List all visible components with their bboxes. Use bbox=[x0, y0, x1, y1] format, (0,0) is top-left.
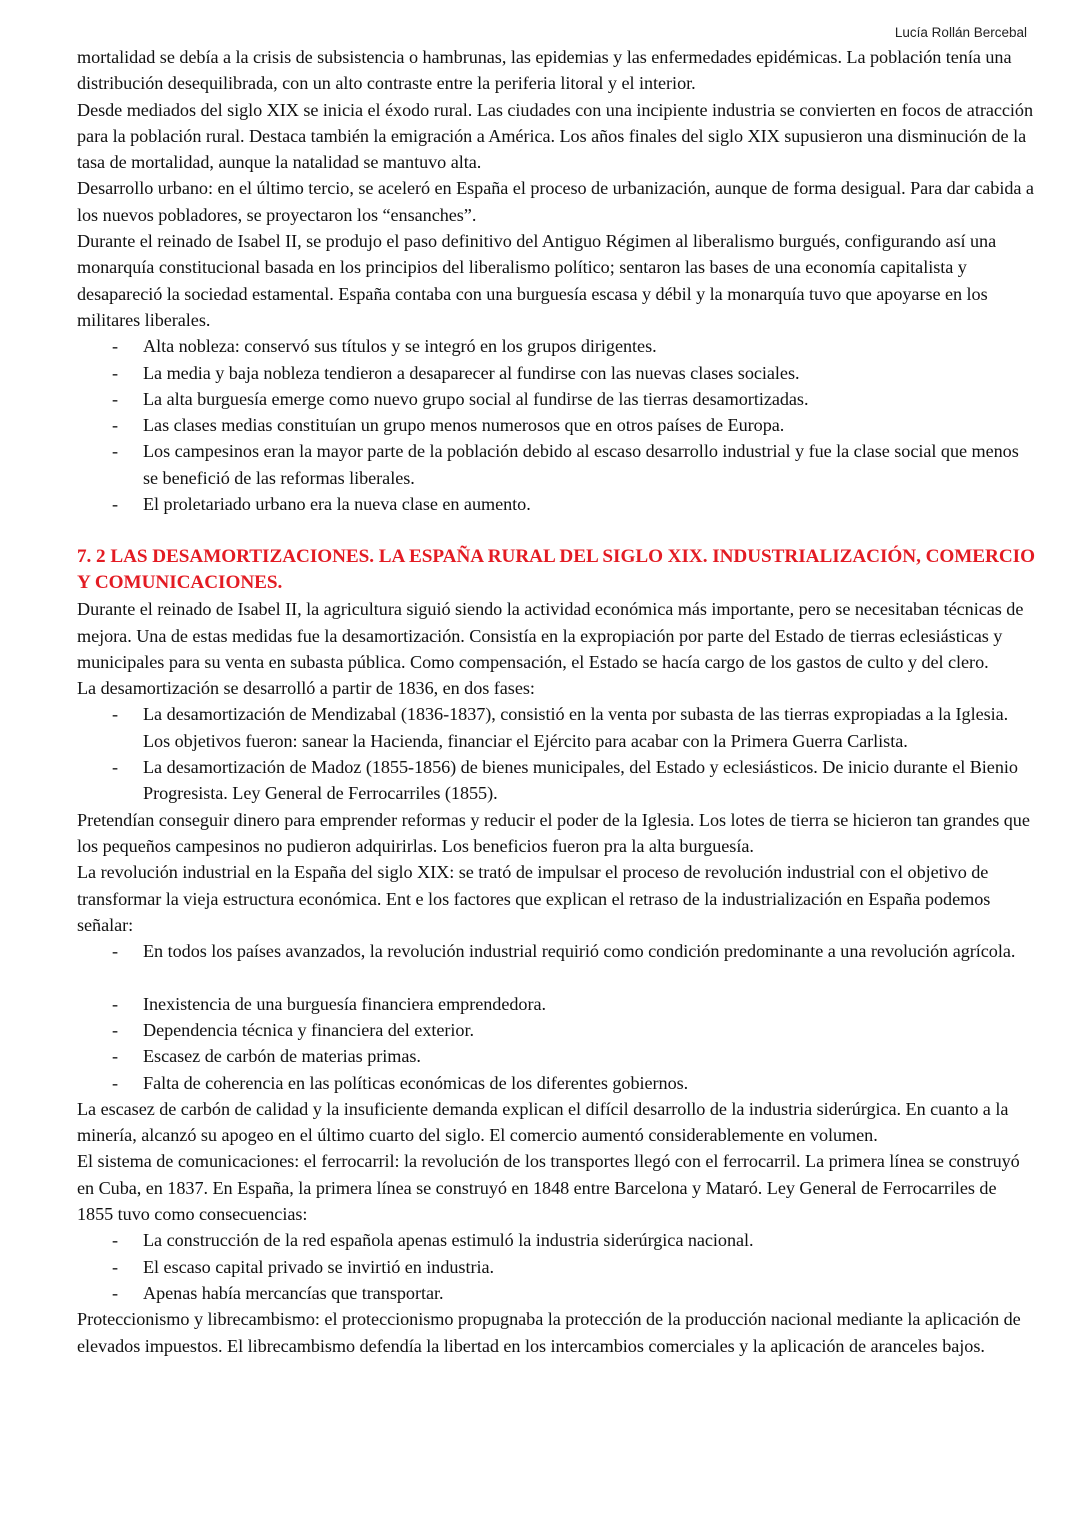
list-item: - Apenas había mercancías que transportar. bbox=[77, 1280, 1037, 1306]
document-body bbox=[77, 44, 1037, 1359]
paragraph-agriculture: Durante el reinado de Isabel II, la agricultura siguió siendo la actividad económica más importante, pero se necesitaban técnicas de mejora. Una de estas medidas fue la desamortización. Consistía en la expropiación por parte del Estado de tierras eclesiásticas y municipales para su venta en subasta pública. Como compensación, el Estado se hacía cargo de los gastos de culto y del clero. bbox=[77, 599, 1024, 672]
dash-bullet: - bbox=[112, 1019, 119, 1040]
dash-bullet: - bbox=[112, 336, 119, 357]
paragraph-railway: El sistema de comunicaciones: el ferrocarril: la revolución de los transportes llegó con el ferrocarril. La primera línea se construyó en Cuba, en 1837. En España, la primera línea se construyó en 1848 entre Barcelona y Mataró. Ley General de Ferrocarriles de 1855 tuvo como consecuencias: bbox=[77, 1151, 1020, 1225]
dash-bullet: - bbox=[112, 1282, 119, 1303]
dash-bullet: - bbox=[112, 1256, 119, 1277]
list-item: - La desamortización de Mendizabal (1836-1837), consistió en la venta por subasta de las tierras expropiadas a la Iglesia. Los objetivos fueron: sanear la Hacienda, financiar el Ejército para acabar con la Primera Guerra Carlista. bbox=[77, 701, 1037, 754]
list-item: - Alta nobleza: conservó sus títulos y se integró en los grupos dirigentes. bbox=[77, 333, 1037, 359]
dash-bullet: - bbox=[112, 941, 119, 962]
list-item: - Inexistencia de una burguesía financiera emprendedora. bbox=[77, 991, 1037, 1017]
dash-bullet: - bbox=[112, 494, 119, 515]
dash-bullet: - bbox=[112, 1046, 119, 1067]
list-item: - La construcción de la red española apenas estimuló la industria siderúrgica nacional. bbox=[77, 1227, 1037, 1253]
list-item: - La alta burguesía emerge como nuevo grupo social al fundirse de las tierras desamortizadas. bbox=[77, 386, 1037, 412]
consequences-list bbox=[77, 1227, 1037, 1306]
paragraph-industrial-revolution: La revolución industrial en la España del siglo XIX: se trató de impulsar el proceso de revolución industrial con el objetivo de transformar la vieja estructura económica. Ent e los factores que explican el retraso de la industrialización en España podemos señalar: bbox=[77, 862, 991, 935]
dash-bullet: - bbox=[112, 388, 119, 409]
factors-list bbox=[77, 938, 1037, 1096]
list-item: - Falta de coherencia en las políticas económicas de los diferentes gobiernos. bbox=[77, 1070, 1037, 1096]
author-name: Lucía Rollán Bercebal bbox=[894, 25, 1027, 40]
list-item: - El proletariado urbano era la nueva clase en aumento. bbox=[77, 491, 1037, 517]
list-item: - La media y baja nobleza tendieron a desaparecer al fundirse con las nuevas clases sociales. bbox=[77, 360, 1037, 386]
list-item: - La desamortización de Madoz (1855-1856) de bienes municipales, del Estado y eclesiásticos. De inicio durante el Bienio Progresista. Ley General de Ferrocarriles (1855). bbox=[77, 754, 1037, 807]
paragraph-rural-exodus: Desde mediados del siglo XIX se inicia el éxodo rural. Las ciudades con una incipiente industria se convierten en focos de atracción para la población rural. Destaca también la emigración a América. Los años finales del siglo XIX supusieron una disminución de la tasa de mortalidad, aunque la natalidad se mantuvo alta. bbox=[77, 99, 1033, 173]
section-heading: 7. 2 LAS DESAMORTIZACIONES. LA ESPAÑA RURAL DEL SIGLO XIX. INDUSTRIALIZACIÓN, COMERCIO Y COMUNICACIONES. bbox=[77, 545, 1035, 593]
list-item: - Las clases medias constituían un grupo menos numerosos que en otros países de Europa. bbox=[77, 412, 1037, 438]
dash-bullet: - bbox=[112, 993, 119, 1014]
paragraph-steel-mining: La escasez de carbón de calidad y la insuficiente demanda explican el difícil desarrollo de la industria siderúrgica. En cuanto a la minería, alcanzó su apogeo en el último cuarto del siglo. El comercio aumentó considerablemente en volumen. bbox=[77, 1098, 1009, 1146]
paragraph-objectives: Pretendían conseguir dinero para emprender reformas y reducir el poder de la Iglesia. Los lotes de tierra se hicieron tan grandes que los pequeños campesinos no pudieron adquirirlas. Los beneficios fueron pra la alta burguesía. bbox=[77, 809, 1030, 856]
social-classes-list bbox=[77, 333, 1037, 517]
dash-bullet: - bbox=[112, 1230, 119, 1251]
dash-bullet: - bbox=[112, 757, 119, 778]
paragraph-desamortization-phases: La desamortización se desarrolló a partir de 1836, en dos fases: bbox=[77, 678, 535, 699]
list-item: - En todos los países avanzados, la revolución industrial requirió como condición predominante a una revolución agrícola. bbox=[77, 938, 1037, 964]
paragraph-isabel-ii: Durante el reinado de Isabel II, se produjo el paso definitivo del Antiguo Régimen al liberalismo burgués, configurando así una monarquía constitucional basada en los principios del liberalismo político; sentaron las bases de una economía capitalista y desapareció la sociedad estamental. España contaba con una burguesía escasa y débil y la monarquía tuvo que apoyarse en los militares liberales. bbox=[77, 231, 997, 330]
phases-list bbox=[77, 701, 1037, 806]
dash-bullet: - bbox=[112, 362, 119, 383]
list-item: - Escasez de carbón de materias primas. bbox=[77, 1043, 1037, 1069]
dash-bullet: - bbox=[112, 704, 119, 725]
paragraph-urban-development: Desarrollo urbano: en el último tercio, se aceleró en España el proceso de urbanización, aunque de forma desigual. Para dar cabida a los nuevos pobladores, se proyectaron los “ensanches”. bbox=[77, 178, 1034, 225]
list-item: - Los campesinos eran la mayor parte de la población debido al escaso desarrollo industrial y fue la clase social que menos se benefició de las reformas liberales. bbox=[77, 438, 1037, 491]
list-item: - Dependencia técnica y financiera del exterior. bbox=[77, 1017, 1037, 1043]
dash-bullet: - bbox=[112, 415, 119, 436]
paragraph-protectionism: Proteccionismo y librecambismo: el proteccionismo propugnaba la protección de la producción nacional mediante la aplicación de elevados impuestos. El librecambismo defendía la libertad en los intercambios comerciales y la aplicación de aranceles bajos. bbox=[77, 1309, 1021, 1356]
list-item: - El escaso capital privado se invirtió en industria. bbox=[77, 1254, 1037, 1280]
dash-bullet: - bbox=[112, 1072, 119, 1093]
paragraph-mortality: mortalidad se debía a la crisis de subsistencia o hambrunas, las epidemias y las enfermedades epidémicas. La población tenía una distribución desequilibrada, con un alto contraste entre la periferia litoral y el interior. bbox=[77, 47, 1012, 94]
dash-bullet: - bbox=[112, 441, 119, 462]
